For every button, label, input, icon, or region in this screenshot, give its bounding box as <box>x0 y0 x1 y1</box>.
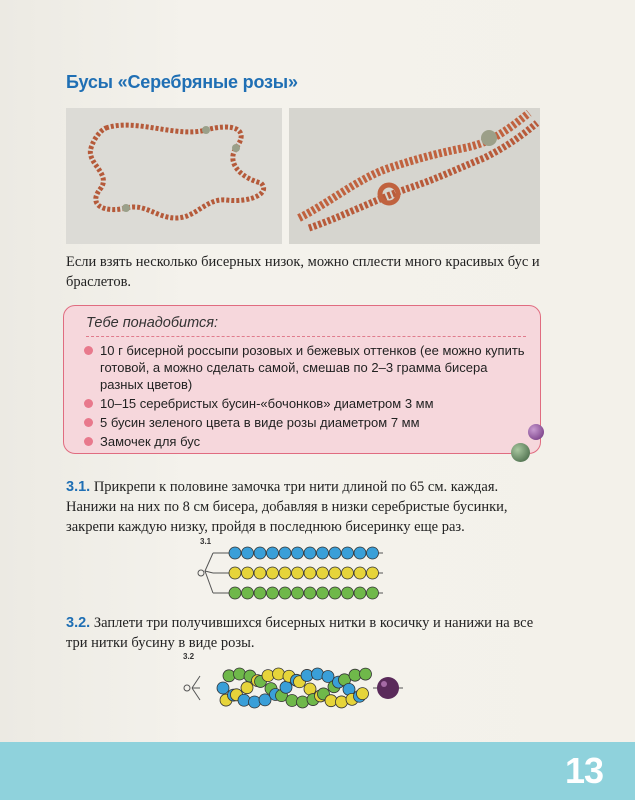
necklace-photo-right <box>289 108 540 244</box>
blue-bead <box>254 547 266 559</box>
divider <box>86 336 526 337</box>
blue-bead <box>280 681 292 693</box>
materials-box <box>63 305 541 454</box>
yellow-bead <box>304 567 316 579</box>
blue-bead <box>229 547 241 559</box>
yellow-bead <box>254 567 266 579</box>
materials-list <box>82 342 532 452</box>
blue-bead <box>279 547 291 559</box>
green-bead <box>267 587 279 599</box>
yellow-bead <box>273 668 285 680</box>
yellow-bead <box>241 682 253 694</box>
step-3-1: 3.1. Прикрепи к половине замочка три нити длиной по 65 см. каждая. Нанижи на них по 8 см бисера, добавляя в низки серебристые бусинки, закрепи каждую низку, пройдя в последнюю бисеринку еще раз. <box>66 479 508 535</box>
green-bead <box>279 587 291 599</box>
blue-bead <box>292 547 304 559</box>
yellow-bead <box>329 567 341 579</box>
yellow-bead <box>354 567 366 579</box>
blue-bead <box>267 547 279 559</box>
yellow-bead <box>262 670 274 682</box>
figure-3-2 <box>178 658 418 722</box>
blue-bead <box>238 694 250 706</box>
green-bead <box>254 587 266 599</box>
green-bead-icon <box>511 443 530 462</box>
bullet-icon <box>84 399 93 408</box>
yellow-bead <box>342 567 354 579</box>
green-bead <box>223 670 235 682</box>
material-item: Замочек для бус <box>82 433 532 450</box>
yellow-bead <box>357 688 369 700</box>
page-footer <box>0 742 635 800</box>
blue-bead <box>217 682 229 694</box>
blue-bead <box>329 547 341 559</box>
figure-label: 3.2 <box>183 652 195 661</box>
bullet-icon <box>84 346 93 355</box>
material-item: 10 г бисерной россыпи розовых и бежевых оттенков (ее можно купить готовой, а можно сделать самой, смешав по 2–3 грамма бисера разных цветов) <box>82 342 532 393</box>
step-number: 3.2. <box>66 615 91 631</box>
green-bead <box>317 587 329 599</box>
green-bead <box>304 587 316 599</box>
yellow-bead <box>279 567 291 579</box>
yellow-bead <box>229 567 241 579</box>
green-bead <box>329 587 341 599</box>
green-bead <box>234 668 246 680</box>
intro-text: Если взять несколько бисерных низок, можно сплести много красивых бус и браслетов. <box>66 254 540 290</box>
blue-bead <box>259 694 271 706</box>
blue-bead <box>242 547 254 559</box>
yellow-bead <box>317 567 329 579</box>
yellow-bead <box>267 567 279 579</box>
figure-3-1 <box>195 543 395 607</box>
material-item: 10–15 серебристых бусин-«бочонков» диаметром 3 мм <box>82 395 532 412</box>
yellow-bead <box>242 567 254 579</box>
yellow-bead <box>367 567 379 579</box>
blue-bead <box>317 547 329 559</box>
blue-bead <box>249 696 261 708</box>
green-bead <box>229 587 241 599</box>
page-title: Бусы «Серебряные розы» <box>66 72 298 92</box>
yellow-bead <box>292 567 304 579</box>
green-bead <box>367 587 379 599</box>
bullet-icon <box>84 418 93 427</box>
bullet-icon <box>84 437 93 446</box>
green-bead <box>354 587 366 599</box>
blue-bead <box>301 669 313 681</box>
blue-bead <box>304 547 316 559</box>
materials-heading: Тебе понадобится: <box>86 315 219 331</box>
blue-bead <box>367 547 379 559</box>
necklace-photo-left <box>66 108 282 244</box>
yellow-bead <box>336 696 348 708</box>
green-bead <box>342 587 354 599</box>
page-number: 13 <box>565 750 604 791</box>
purple-bead-icon <box>528 424 544 440</box>
yellow-bead <box>325 695 337 707</box>
blue-bead <box>342 547 354 559</box>
green-bead <box>286 695 298 707</box>
blue-bead <box>312 668 324 680</box>
green-bead <box>297 696 309 708</box>
blue-bead <box>354 547 366 559</box>
material-item: 5 бусин зеленого цвета в виде розы диаметром 7 мм <box>82 414 532 431</box>
step-3-2: 3.2. Заплети три получившихся бисерных нитки в косичку и нанижи на все три нитки бусину в виде розы. <box>66 615 534 651</box>
green-bead <box>292 587 304 599</box>
green-bead <box>360 668 372 680</box>
step-number: 3.1. <box>66 479 91 495</box>
yellow-bead <box>304 683 316 695</box>
figure-label: 3.1 <box>200 537 212 546</box>
green-bead <box>242 587 254 599</box>
